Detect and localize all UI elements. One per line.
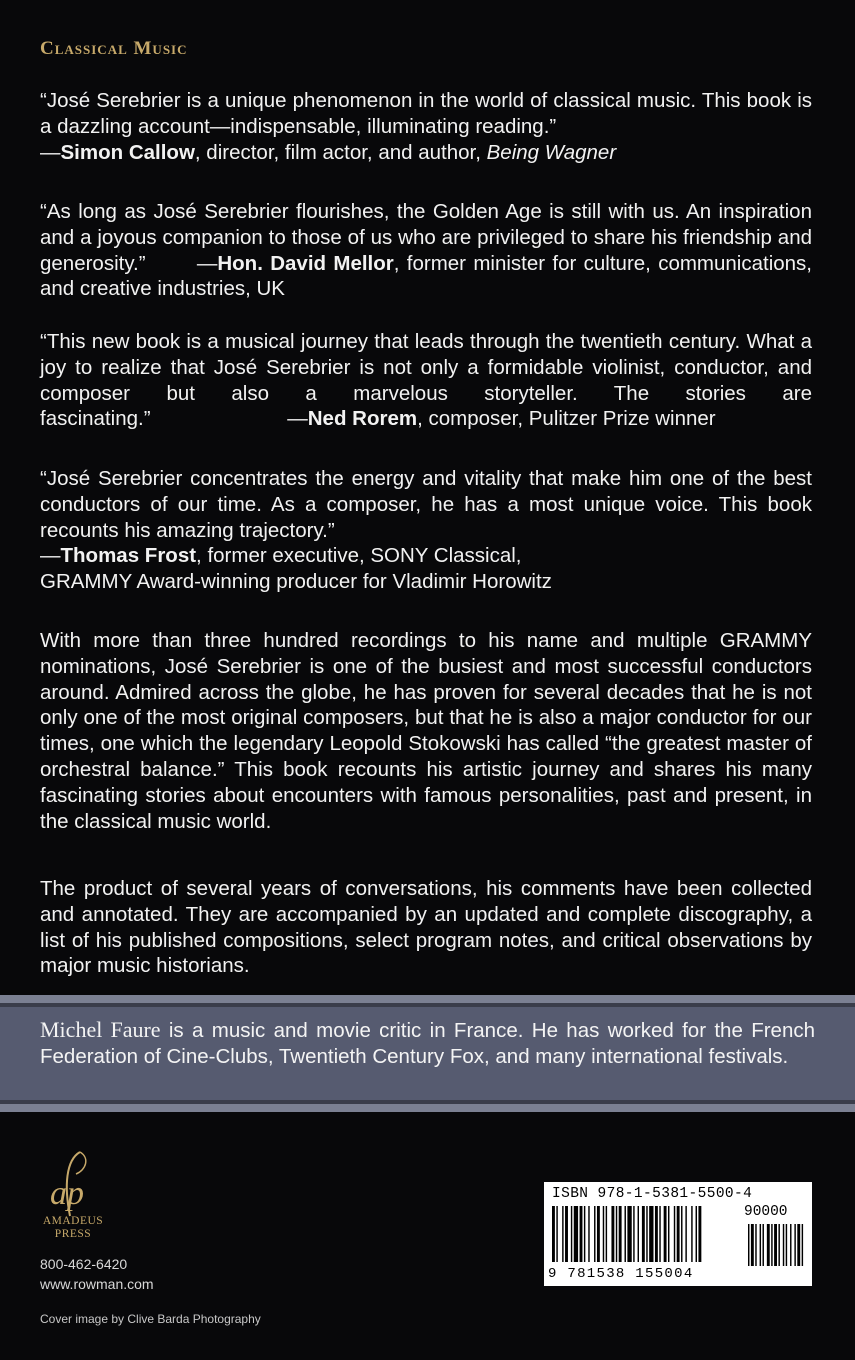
cover-credit: Cover image by Clive Barda Photography bbox=[40, 1312, 261, 1326]
ean-digits: 9 781538 155004 bbox=[548, 1266, 694, 1282]
book-title: Being Wagner bbox=[486, 140, 617, 164]
author-name: Michel Faure bbox=[40, 1017, 161, 1042]
description-paragraph-1: With more than three hundred recordings to his name and multiple GRAMMY nominations, José Serebrier is one of the busiest and most successful conductors around. Admired across the globe, he has proven for several decades that he is not only one of the most original composers, but that he is also a major conductor for our times, one which the legendary Leopold Stokowski has called “the greatest master of orchestral balance.” This book recounts his artistic journey and shares his many fascinating stories about encounters with famous personalities, past and present, in the classical music world. bbox=[40, 629, 812, 833]
description-paragraph-2: The product of several years of conversations, his comments have been collected and annotated. They are accompanied by an updated and complete discography, a list of his published compositions, select program notes, and critical observations by major music historians. bbox=[40, 877, 812, 978]
quote-text: “José Serebrier is a unique phenomenon in the world of classical music. This book is a dazzling account—indispensable, illuminating reading.” bbox=[40, 89, 812, 138]
category-label: Classical Music bbox=[40, 38, 188, 59]
blurb-quote-4 bbox=[40, 466, 812, 595]
publisher-name: AMADEUS PRESS bbox=[42, 1215, 104, 1240]
price-code: 90000 bbox=[744, 1204, 788, 1220]
quote-text: “This new book is a musical journey that leads through the twentieth century. What a joy to realize that José Serebrier is not only a formidable violinist, conductor, and composer but also a marvelous storyteller. The stories are fascinating.” —Ned Rorem, composer, Pulitzer Prize winner bbox=[40, 330, 812, 431]
quote-author: Simon Callow bbox=[60, 140, 195, 164]
barcode-bars-icon bbox=[550, 1206, 806, 1268]
isbn-text: ISBN 978-1-5381-5500-4 bbox=[552, 1186, 753, 1202]
quote-author: Ned Rorem bbox=[307, 407, 418, 431]
blurb-quote-2 bbox=[40, 199, 812, 302]
quote-attribution-line2: GRAMMY Award-winning producer for Vladimir Horowitz bbox=[40, 570, 552, 594]
quote-author: Hon. David Mellor bbox=[217, 251, 394, 275]
publisher-phone: 800-462-6420 bbox=[40, 1256, 128, 1272]
quote-attribution: —Thomas Frost, former executive, SONY Classical, bbox=[40, 544, 522, 568]
author-bio-band bbox=[0, 995, 855, 1112]
quote-text: “José Serebrier concentrates the energy and vitality that make him one of the best conductors of our time. As a composer, he has a most unique voice. This book recounts his amazing trajectory.” bbox=[40, 467, 812, 542]
quote-attribution: —Simon Callow, director, film actor, and author, Being Wagner bbox=[40, 140, 617, 164]
blurb-quote-1 bbox=[40, 88, 812, 165]
publisher-website: www.rowman.com bbox=[40, 1276, 154, 1292]
blurb-quote-3 bbox=[40, 329, 812, 432]
isbn-barcode bbox=[544, 1182, 812, 1286]
logo-mark: ap bbox=[50, 1175, 84, 1212]
quote-author: Thomas Frost bbox=[60, 544, 197, 568]
quote-text: “As long as José Serebrier flourishes, the Golden Age is still with us. An inspiration and a joyous companion to those of us who are privileged to share his friendship and generosity.” —Hon. David Mellor, former minister for culture, communications, and creative industries, UK bbox=[40, 200, 813, 301]
author-bio: Michel Faure is a music and movie critic in France. He has worked for the French Federation of Cine-Clubs, Twentieth Century Fox, and many international festivals. bbox=[40, 1017, 815, 1068]
